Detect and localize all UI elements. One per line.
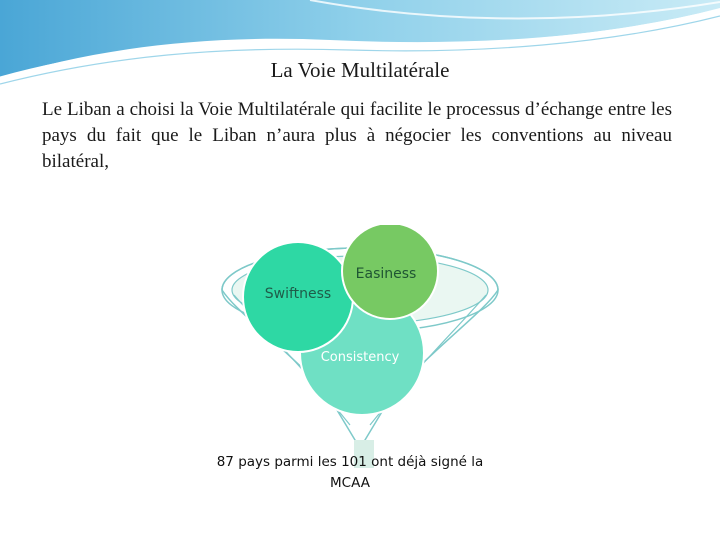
body-paragraph: Le Liban a choisi la Voie Multilatérale qui facilite le processus d’échange entre les pays du fait que le Liban n’aura plus à négocier les conventions au niveau bilatéral, [42, 99, 672, 172]
label-swiftness: Swiftness [264, 286, 332, 302]
label-consistency: Consistency [320, 350, 400, 365]
slide-title: La Voie Multilatérale [270, 58, 450, 82]
funnel-caption: 87 pays parmi les 101 ont déjà signé la MCAA [216, 454, 484, 491]
funnel-diagram [200, 225, 520, 470]
label-easiness: Easiness [355, 266, 417, 282]
